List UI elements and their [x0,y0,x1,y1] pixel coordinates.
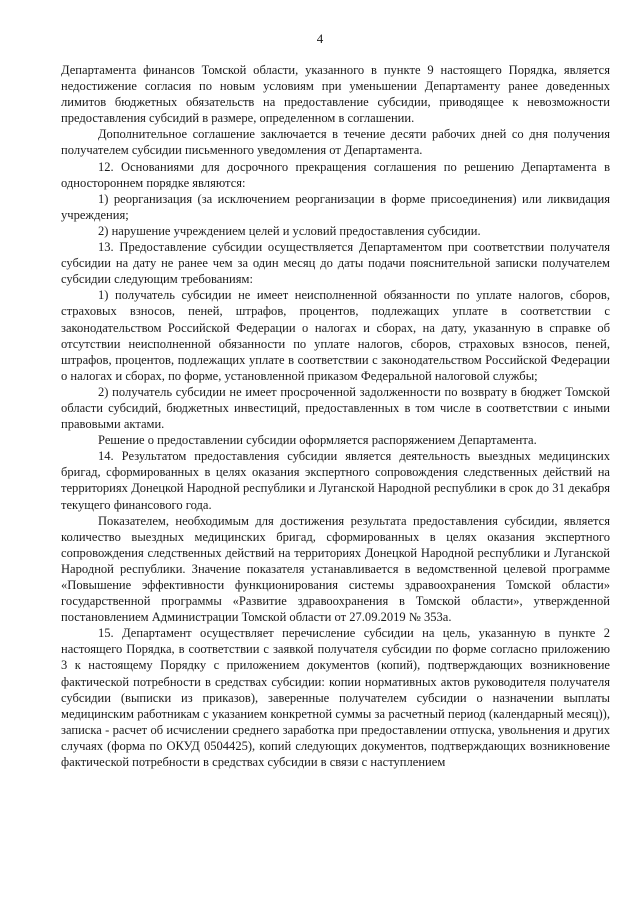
paragraph-item-13-1: 1) получатель субсидии не имеет неисполненной обязанности по уплате налогов, сборов, страховых взносов, пеней, штрафов, процентов, подлежащих уплате в соответствии с законодательством Российской Федерации о налогах и сборах, на дату, указанную в справке об отсутствии неисполненной обязанности по уплате налогов, сборов, страховых взносов, пеней, штрафов, процентов, подлежащих уплате в соответствии с законодательством Российской Федерации о налогах и сборах, по форме, установленной приказом Федеральной налоговой службы; [61,288,610,383]
paragraph-item-12-1: 1) реорганизация (за исключением реорганизации в форме присоединения) или ликвидация учреждения; [61,191,610,222]
paragraph-item-14: 14. Результатом предоставления субсидии является деятельность выездных медицинских бригад, сформированных в целях оказания экспертного сопровождения следственных действий на территориях Донецкой Народной республики и Луганской Народной республики в срок до 31 декабря текущего финансового года. [61,449,610,512]
paragraph-item-13: 13. Предоставление субсидии осуществляется Департаментом при соответствии получателя субсидии на дату не ранее чем за один месяц до даты подачи пояснительной записки получателем субсидии следующим требованиям: [61,240,610,287]
paragraph-decision: Решение о предоставлении субсидии оформляется распоряжением Департамента. [98,433,537,448]
paragraph-continuation: Департамента финансов Томской области, указанного в пункте 9 настоящего Порядка, является недостижение согласия по новым условиям при уменьшении Департаменту ранее доведенных лимитов бюджетных обязательств на предоставление субсидии, приводящее к невозможности предоставления субсидий в размере, определенном в соглашении. [61,63,610,126]
paragraph-additional-agreement: Дополнительное соглашение заключается в течение десяти рабочих дней со дня получения получателем субсидии письменного уведомления от Департамента. [61,127,610,158]
paragraph-item-12-2: 2) нарушение учреждением целей и условий предоставления субсидии. [98,223,481,238]
paragraph-item-15: 15. Департамент осуществляет перечисление субсидии на цель, указанную в пункте 2 настоящего Порядка, в соответствии с заявкой получателя субсидии по форме согласно приложению 3 к настоящему Порядку с приложением документов (копий), подтверждающих возникновение фактической потребности в средствах субсидии: копии нормативных актов руководителя получателя субсидии (выписки из приказов), заверенные получателем субсидии о назначении выплаты медицинским работникам с указанием конкретной суммы за расчетный период (календарный месяц)), записка - расчет об исчислении среднего заработка при предоставлении отпуска, увольнения и других случаях (форма по ОКУД 0504425), копий следующих документов, подтверждающих возникновение фактической потребности в средствах субсидии в связи с наступлением [61,626,610,770]
paragraph-item-13-2: 2) получатель субсидии не имеет просроченной задолженности по возврату в бюджет Томской области субсидий, бюджетных инвестиций, предоставленных в том числе в соответствии с иными правовыми актами. [61,384,610,432]
paragraph-item-12: 12. Основаниями для досрочного прекращения соглашения по решению Департамента в одностороннем порядке являются: [61,159,610,190]
paragraph-indicator: Показателем, необходимым для достижения результата предоставления субсидии, является количество выездных медицинских бригад, сформированных в целях оказания экспертного сопровождения следственных действий на территориях Донецкой Народной республики и Луганской Народной республики. Значение показателя устанавливается в ведомственной целевой программе «Повышение эффективности функционирования системы здравоохранения Томской области» государственной программы «Развитие здравоохранения в Томской области», утвержденной постановлением Администрации Томской области от 27.09.2019 № 353а. [61,513,610,625]
document-body [61,62,610,770]
page-number: 4 [316,31,324,46]
